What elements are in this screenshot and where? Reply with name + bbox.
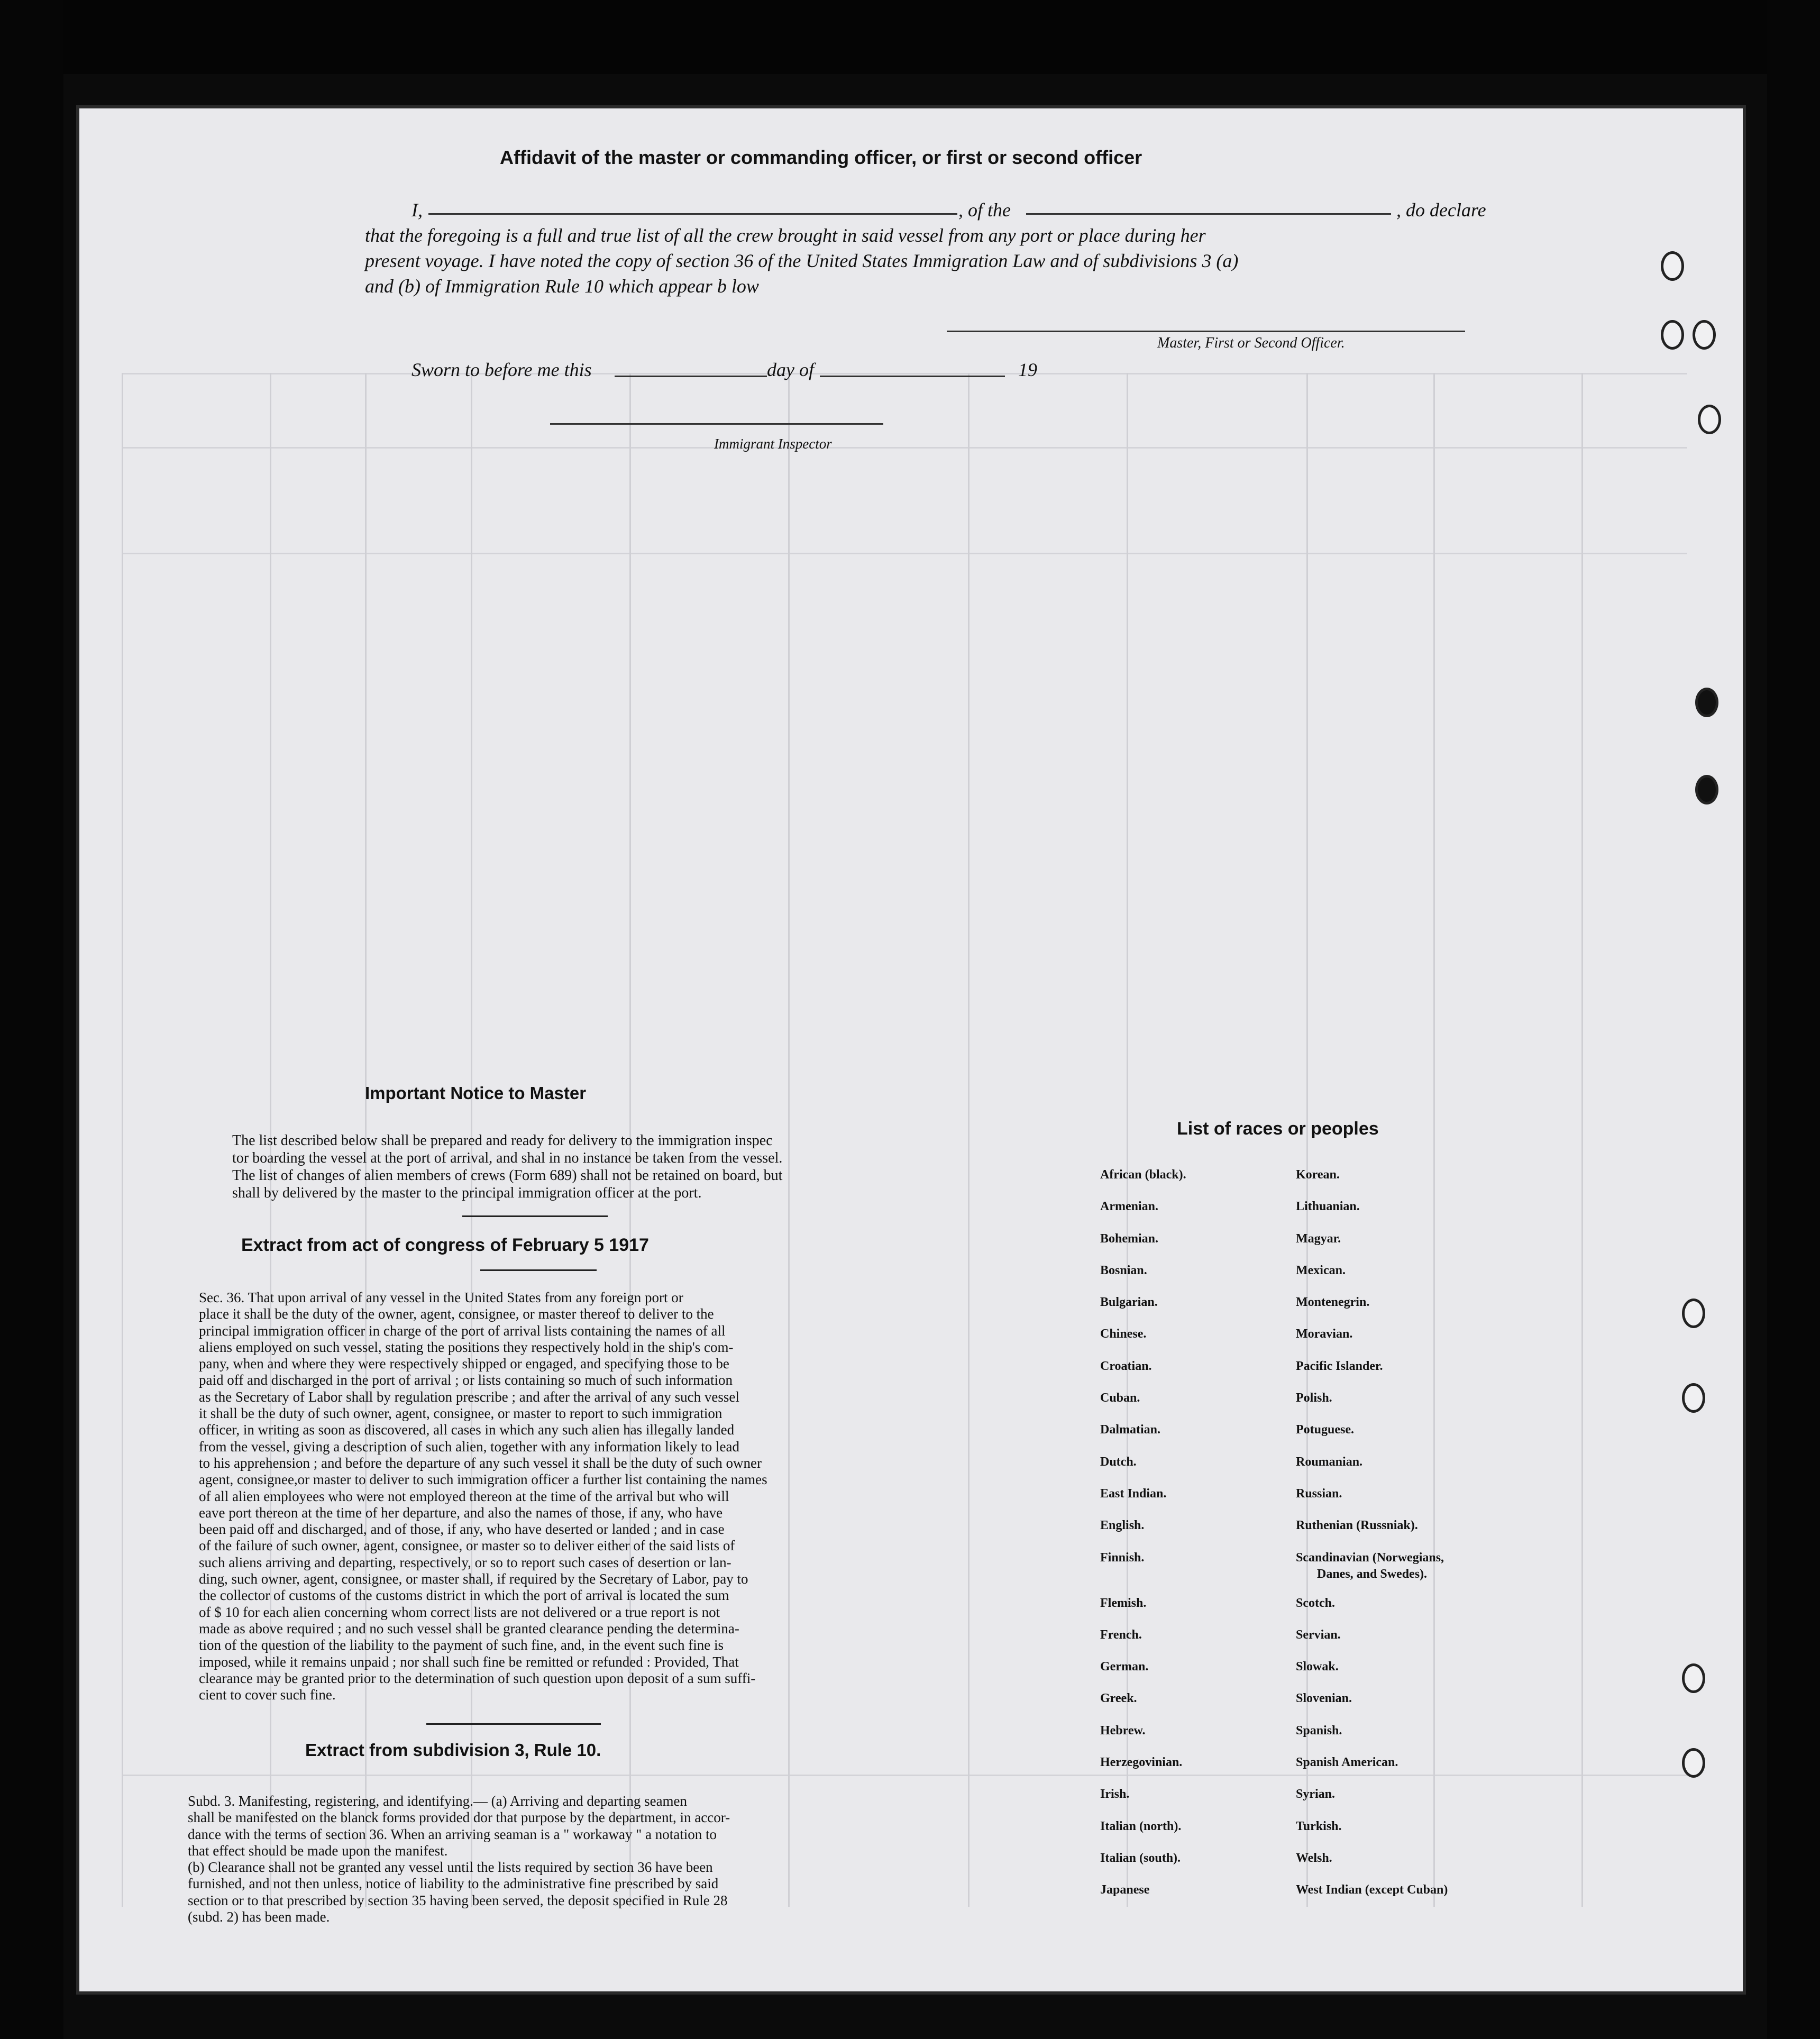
race-item: Lithuanian. xyxy=(1296,1200,1360,1214)
race-item: Servian. xyxy=(1296,1627,1341,1642)
notice-line: The list described below shall be prepared and ready for delivery to the immigration inspec xyxy=(232,1132,773,1149)
punch-hole xyxy=(1661,251,1684,281)
sworn-day-blank[interactable] xyxy=(615,376,767,377)
race-item: Greek. xyxy=(1100,1691,1137,1706)
name-blank[interactable] xyxy=(428,213,957,215)
rule-line: dance with the terms of section 36. When an arriving seaman is a " workaway " a notation to xyxy=(188,1826,717,1842)
race-item: Scandinavian (Norwegians, xyxy=(1296,1550,1444,1565)
punch-hole xyxy=(1695,688,1718,717)
rule-line: shall be manifested on the blanck forms provided dor that purpose by the department, in accor- xyxy=(188,1809,730,1826)
act-line: eave port thereon at the time of her departure, and also the names of those, if any, who have xyxy=(199,1504,723,1521)
punch-hole xyxy=(1693,320,1716,350)
affidavit-i: I, xyxy=(411,199,423,221)
race-item: Armenian. xyxy=(1100,1200,1158,1214)
race-item: Italian (south). xyxy=(1100,1851,1181,1865)
race-item: Syrian. xyxy=(1296,1787,1336,1802)
film-left-border xyxy=(0,0,63,2039)
punch-hole xyxy=(1682,1299,1705,1328)
punch-hole xyxy=(1682,1383,1705,1413)
races-column-right xyxy=(1296,1168,1448,1915)
affidavit-line2: that the foregoing is a full and true list of all the crew brought in said vessel from any port or place during her xyxy=(365,225,1206,246)
affidavit-declare: , do declare xyxy=(1396,199,1486,221)
act-line: imposed, while it remains unpaid ; nor shall such fine be remitted or refunded : Provided, That xyxy=(199,1653,739,1670)
rule-title: Extract from subdivision 3, Rule 10. xyxy=(305,1740,601,1760)
affidavit-title: Affidavit of the master or commanding officer, or first or second officer xyxy=(500,147,1142,168)
punch-hole xyxy=(1661,320,1684,350)
sworn-month-blank[interactable] xyxy=(820,376,1005,377)
affidavit-line4: and (b) of Immigration Rule 10 which appear b low xyxy=(365,276,759,297)
rule-line: furnished, and not then unless, notice of liability to the administrative fine prescribed by said xyxy=(188,1876,719,1892)
notice-line: tor boarding the vessel at the port of arrival, and shal in no instance be taken from the vessel. xyxy=(232,1150,783,1166)
race-item: Cuban. xyxy=(1100,1391,1140,1405)
act-line: such aliens arriving and departing, respectively, or so to report such cases of desertion or lan- xyxy=(199,1554,731,1570)
act-title: Extract from act of congress of February 5 1917 xyxy=(241,1235,649,1255)
race-item: Roumanian. xyxy=(1296,1455,1363,1469)
punch-hole xyxy=(1695,775,1718,804)
race-item: Herzegovinian. xyxy=(1100,1755,1183,1770)
divider xyxy=(462,1215,608,1217)
rule-line: section or to that prescribed by section 35 having been served, the deposit specified in Rule 28 xyxy=(188,1892,728,1908)
act-line: as the Secretary of Labor shall by regulation prescribe ; and after the arrival of any such vessel xyxy=(199,1388,739,1405)
act-line: paid off and discharged in the port of arrival ; or lists containing so much of such information xyxy=(199,1372,733,1388)
race-item: Hebrew. xyxy=(1100,1723,1146,1738)
act-body xyxy=(199,1290,886,1703)
race-item: Dutch. xyxy=(1100,1455,1137,1469)
rule-line: that effect should be made upon the manifest. xyxy=(188,1842,448,1859)
rule-line: (subd. 2) has been made. xyxy=(188,1909,330,1925)
film-top-border xyxy=(0,0,1820,74)
act-line: of all alien employees who were not employed thereon at the time of the arrival but who will xyxy=(199,1488,729,1504)
divider xyxy=(426,1723,601,1725)
film-right-border xyxy=(1767,0,1820,2039)
race-item: Flemish. xyxy=(1100,1596,1147,1610)
vessel-blank[interactable] xyxy=(1026,213,1391,215)
bleed-rule xyxy=(1581,373,1583,1907)
notice-line: shall by delivered by the master to the principal immigration officer at the port. xyxy=(232,1185,702,1201)
race-item: Irish. xyxy=(1100,1787,1130,1802)
act-line: agent, consignee,or master to deliver to such immigration officer a further list containing the names xyxy=(199,1471,767,1488)
race-item: Bosnian. xyxy=(1100,1263,1147,1277)
race-item: Korean. xyxy=(1296,1168,1340,1182)
race-item: Welsh. xyxy=(1296,1851,1332,1865)
race-item: Danes, and Swedes). xyxy=(1317,1567,1428,1581)
act-line: cient to cover such fine. xyxy=(199,1687,336,1703)
race-item: Montenegrin. xyxy=(1296,1295,1370,1310)
race-item: Russian. xyxy=(1296,1486,1342,1501)
race-item: Croatian. xyxy=(1100,1359,1152,1373)
rule-line: (b) Clearance shall not be granted any vessel until the lists required by section 36 have been xyxy=(188,1859,713,1876)
manifest-sheet xyxy=(79,108,1743,1991)
notice-line: The list of changes of alien members of crews (Form 689) shall not be retained on board, but xyxy=(232,1167,783,1184)
race-item: Ruthenian (Russniak). xyxy=(1296,1519,1418,1533)
race-item: Pacific Islander. xyxy=(1296,1359,1383,1373)
act-line: from the vessel, giving a description of such alien, together with any information likely to lead xyxy=(199,1438,739,1455)
race-item: Slowak. xyxy=(1296,1660,1339,1674)
act-line: principal immigration officer in charge of the port of arrival lists containing the names of all xyxy=(199,1322,726,1339)
act-line: it shall be the duty of such owner, agent, consignee, or master to report to such immigration xyxy=(199,1405,722,1422)
affidavit-of-the: , of the xyxy=(958,199,1011,221)
sworn-year: 19 xyxy=(1018,359,1037,380)
divider xyxy=(480,1269,597,1271)
act-line: of $ 10 for each alien concerning whom correct lists are not delivered or a true report is not xyxy=(199,1604,720,1620)
act-line: clearance may be granted prior to the determination of such question upon deposit of a sum suffi- xyxy=(199,1670,756,1686)
races-column-left xyxy=(1100,1168,1186,1915)
race-item: Magyar. xyxy=(1296,1231,1341,1246)
race-item: French. xyxy=(1100,1627,1142,1642)
race-item: Japanese xyxy=(1100,1883,1150,1897)
act-line: to his apprehension ; and before the departure of any such vessel it shall be the duty of such owner xyxy=(199,1455,762,1471)
punch-hole xyxy=(1698,405,1721,434)
act-line: aliens employed on such vessel, stating the positions they respectively hold in the ship's com- xyxy=(199,1339,734,1355)
race-item: Turkish. xyxy=(1296,1819,1342,1833)
bleed-rule xyxy=(122,373,1687,374)
bleed-rule xyxy=(968,373,970,1907)
notice-body xyxy=(232,1132,867,1202)
race-item: Potuguese. xyxy=(1296,1423,1354,1437)
act-line: tion of the question of the liability to the payment of such fine, and, in the event such fine is xyxy=(199,1637,724,1653)
notice-title: Important Notice to Master xyxy=(365,1083,587,1103)
act-line: made as above required ; and no such vessel shall be granted clearance pending the determina- xyxy=(199,1620,739,1636)
race-item: Italian (north). xyxy=(1100,1819,1182,1833)
race-item: Finnish. xyxy=(1100,1550,1145,1565)
race-item: Polish. xyxy=(1296,1391,1332,1405)
punch-hole xyxy=(1682,1663,1705,1693)
race-item: West Indian (except Cuban) xyxy=(1296,1883,1448,1897)
sworn-prefix: Sworn to before me this xyxy=(411,359,592,380)
races-title: List of races or peoples xyxy=(1177,1119,1379,1139)
affidavit-line3: present voyage. I have noted the copy of section 36 of the United States Immigration Law and of subdivisions 3 (a) xyxy=(365,250,1239,271)
act-line: officer, in writing as soon as discovered, all cases in which any such alien has illegally landed xyxy=(199,1422,735,1438)
race-item: African (black). xyxy=(1100,1168,1186,1182)
act-line: ding, such owner, agent, consignee, or master shall, if required by the Secretary of Labor, pay to xyxy=(199,1571,748,1587)
race-item: Moravian. xyxy=(1296,1327,1353,1341)
race-item: Chinese. xyxy=(1100,1327,1147,1341)
race-item: English. xyxy=(1100,1519,1145,1533)
act-line: place it shall be the duty of the owner, agent, consignee, or master thereof to deliver to the xyxy=(199,1306,714,1322)
bleed-rule xyxy=(122,553,1687,554)
race-item: East Indian. xyxy=(1100,1486,1167,1501)
act-line: pany, when and where they were respectively shipped or engaged, and specifying those to be xyxy=(199,1356,729,1372)
race-item: Scotch. xyxy=(1296,1596,1335,1610)
race-item: Bulgarian. xyxy=(1100,1295,1158,1310)
race-item: Bohemian. xyxy=(1100,1231,1159,1246)
bleed-rule xyxy=(122,373,123,1907)
sworn-day-of: day of xyxy=(767,359,814,380)
bleed-rule xyxy=(122,447,1687,449)
rule-body xyxy=(188,1793,881,1925)
act-line: the collector of customs of the customs district in which the port of arrival is located the sum xyxy=(199,1587,729,1604)
rule-line: Subd. 3. Manifesting, registering, and identifying.— (a) Arriving and departing seamen xyxy=(188,1793,688,1809)
punch-hole xyxy=(1682,1748,1705,1778)
race-item: German. xyxy=(1100,1660,1149,1674)
bleed-rule xyxy=(122,1775,1687,1776)
act-line: Sec. 36. That upon arrival of any vessel in the United States from any foreign port or xyxy=(199,1290,683,1305)
race-item: Dalmatian. xyxy=(1100,1423,1160,1437)
inspector-signature-line[interactable] xyxy=(550,423,883,425)
act-line: been paid off and discharged, and of those, if any, who have deserted or landed ; and in case xyxy=(199,1521,725,1538)
master-label: Master, First or Second Officer. xyxy=(1157,335,1345,351)
race-item: Spanish. xyxy=(1296,1723,1342,1738)
act-line: of the failure of such owner, agent, consignee, or master so to deliver either of the said lists of xyxy=(199,1538,735,1554)
race-item: Mexican. xyxy=(1296,1263,1346,1277)
inspector-label: Immigrant Inspector xyxy=(714,436,832,452)
race-item: Spanish American. xyxy=(1296,1755,1398,1770)
race-item: Slovenian. xyxy=(1296,1691,1352,1706)
